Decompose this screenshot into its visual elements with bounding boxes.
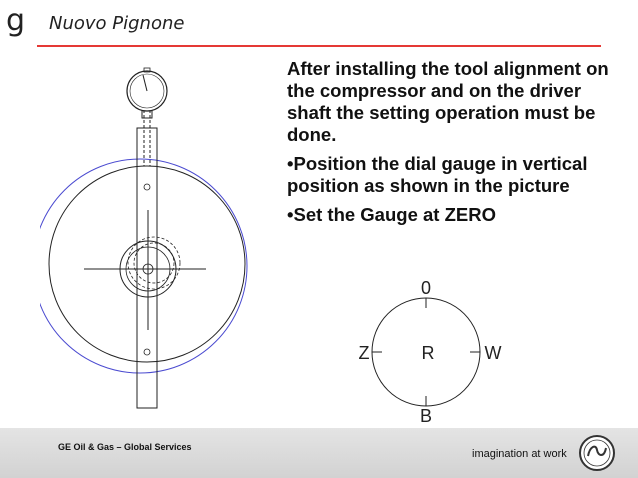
ge-logo-icon xyxy=(578,434,616,472)
footer xyxy=(0,428,638,478)
dial-label-center: R xyxy=(421,343,435,363)
dial-gauge-drawing xyxy=(40,60,260,420)
instruction-text xyxy=(287,58,627,233)
dial-label-top: 0 xyxy=(420,278,432,298)
intro-paragraph: After installing the tool alignment on the compressor and on the driver shaft the setting operation must be done. xyxy=(287,58,609,145)
outer-circle xyxy=(40,159,247,373)
dial-label-right: W xyxy=(484,343,502,363)
dial-orientation-diagram xyxy=(350,275,510,425)
bullet-set-zero: •Set the Gauge at ZERO xyxy=(287,204,496,225)
header-rule xyxy=(37,45,601,47)
dial-label-left: Z xyxy=(358,343,370,363)
brand-name: Nuovo Pignone xyxy=(49,13,185,34)
footer-company: GE Oil & Gas – Global Services xyxy=(58,442,192,452)
gauge-arm xyxy=(137,128,157,408)
bullet-position-gauge: •Position the dial gauge in vertical position as shown in the picture xyxy=(287,153,588,196)
dial-label-bottom: B xyxy=(419,406,433,425)
footer-tagline: imagination at work xyxy=(472,448,567,460)
ge-mark: g xyxy=(6,3,26,38)
